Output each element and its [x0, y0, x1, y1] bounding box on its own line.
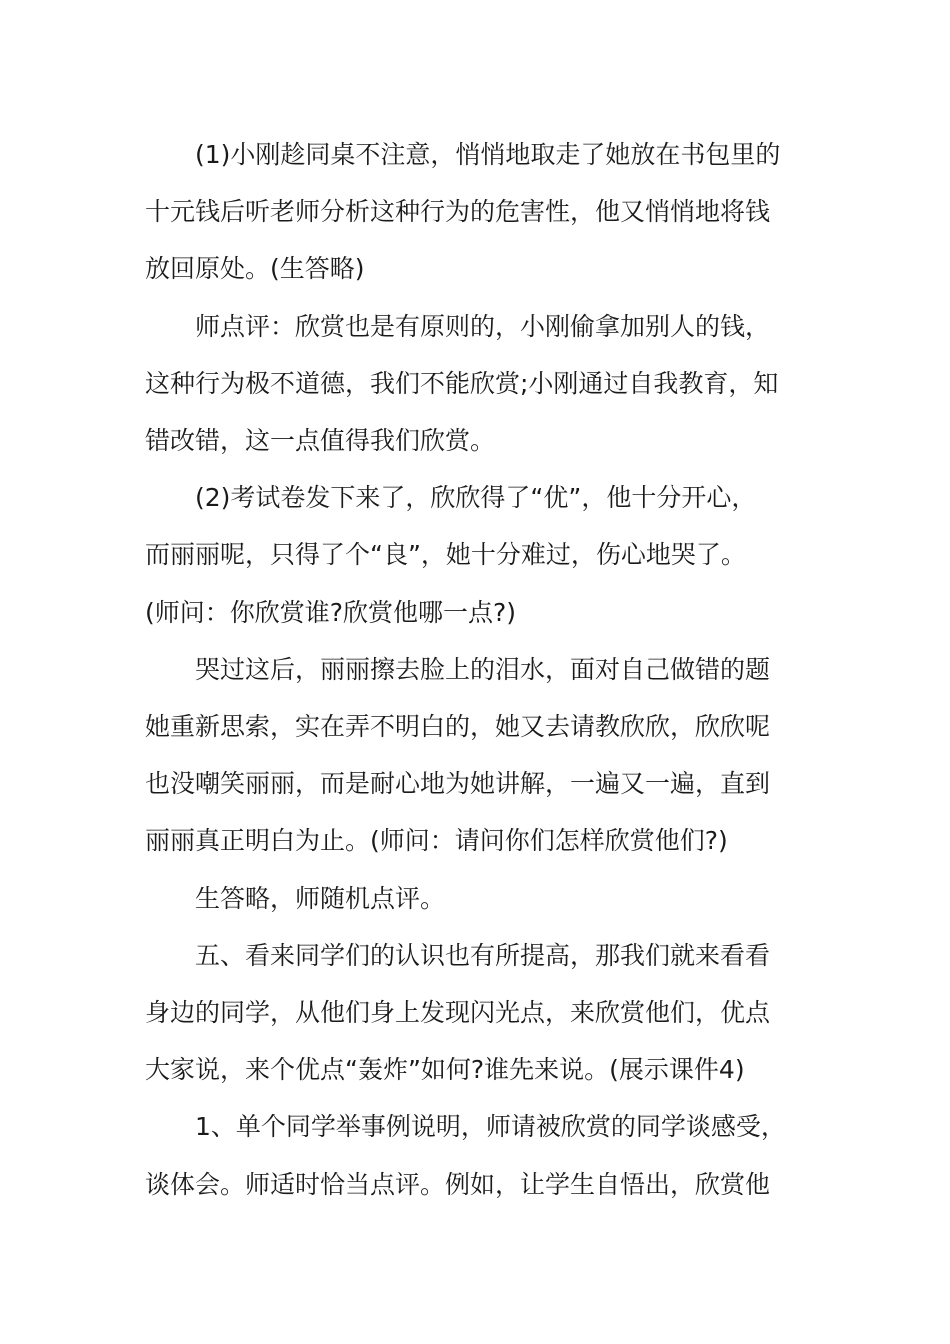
text-line: 生答略，师随机点评。	[195, 883, 446, 913]
text-line: 身边的同学，从他们身上发现闪光点，来欣赏他们，优点	[145, 998, 771, 1028]
text-line: 也没嘲笑丽丽，而是耐心地为她讲解，一遍又一遍，直到	[145, 769, 771, 799]
paragraph-4	[145, 641, 809, 870]
text-line: 大家说，来个优点“轰炸”如何?谁先来说。(展示课件4)	[145, 1055, 745, 1085]
paragraph-5	[145, 870, 809, 927]
text-line: 她重新思索，实在弄不明白的，她又去请教欣欣，欣欣呢	[145, 712, 771, 742]
text-line: 五、看来同学们的认识也有所提高，那我们就来看看	[195, 940, 771, 970]
paragraph-7	[145, 1098, 809, 1212]
text-line: (1)小刚趁同桌不注意，悄悄地取走了她放在书包里的	[195, 140, 781, 169]
text-line: 这种行为极不道德，我们不能欣赏;小刚通过自我教育，知	[145, 368, 779, 398]
text-line: 十元钱后听老师分析这种行为的危害性，他又悄悄地将钱	[145, 197, 771, 227]
paragraph-1	[145, 126, 809, 298]
text-line: 谈体会。师适时恰当点评。例如，让学生自悟出，欣赏他	[145, 1169, 771, 1199]
text-line: 1、单个同学举事例说明，师请被欣赏的同学谈感受，	[195, 1112, 786, 1142]
text-line: 哭过这后，丽丽擦去脸上的泪水，面对自己做错的题	[195, 654, 771, 684]
paragraph-3	[145, 469, 809, 641]
text-line: 错改错，这一点值得我们欣赏。	[145, 426, 496, 456]
text-line: (2)考试卷发下来了，欣欣得了“优”，他十分开心，	[195, 483, 757, 513]
text-line: 放回原处。(生答略)	[145, 254, 365, 284]
paragraph-2	[145, 298, 809, 470]
text-line: (师问：你欣赏谁?欣赏他哪一点?)	[145, 597, 517, 627]
paragraph-6	[145, 927, 809, 1099]
document-body	[145, 126, 809, 1213]
text-line: 师点评：欣赏也是有原则的，小刚偷拿加别人的钱，	[195, 311, 771, 341]
text-line: 丽丽真正明白为止。(师问：请问你们怎样欣赏他们?)	[145, 826, 728, 856]
text-line: 而丽丽呢，只得了个“良”，她十分难过，伤心地哭了。	[145, 540, 746, 570]
